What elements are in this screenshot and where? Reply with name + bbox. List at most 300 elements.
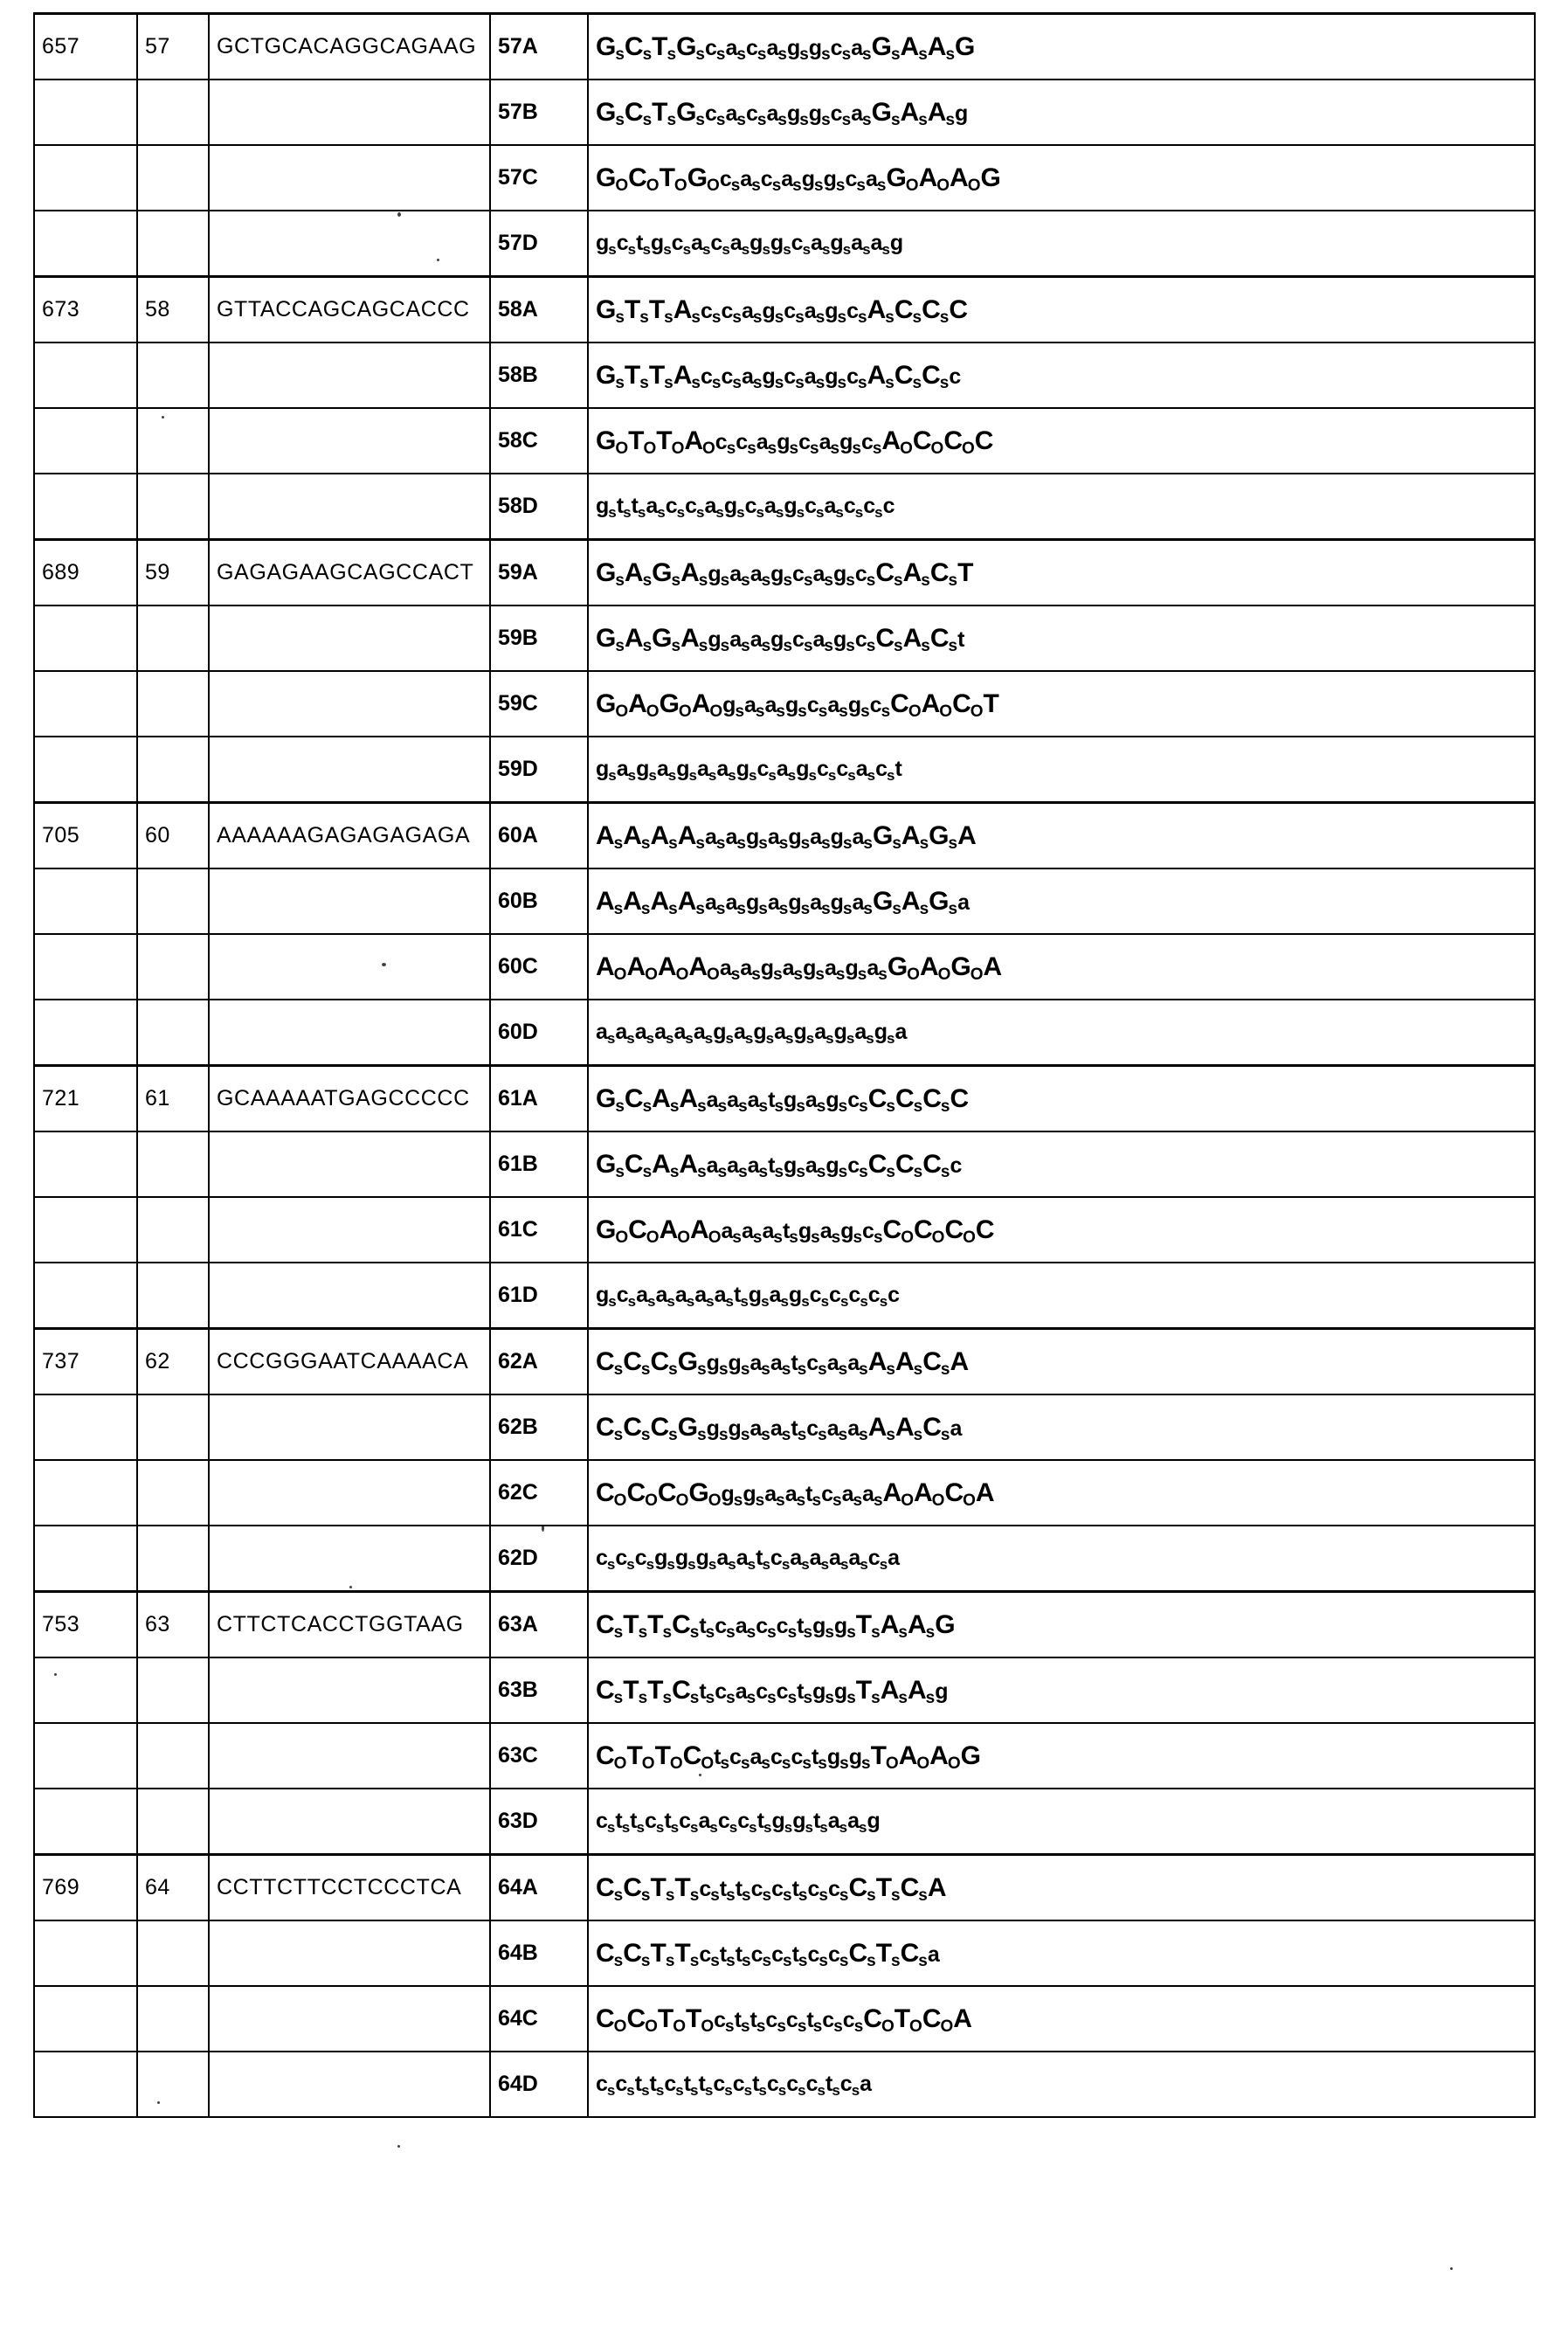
nucleotide-base: a [824,955,837,980]
nucleotide-unit [715,1613,736,1643]
nucleotide-unit [867,955,888,985]
chemistry-notation-cell [588,145,1535,211]
chemistry-sequence [596,1149,963,1182]
nucleotide-unit [774,1020,794,1048]
nucleotide-base: a [827,692,840,717]
nucleotide-unit [721,298,742,328]
nucleotide-unit [851,35,872,65]
nucleotide-unit [782,1218,798,1248]
linkage-subscript: O [641,1754,655,1774]
nucleotide-base: g [636,757,650,781]
chemistry-sequence [596,494,895,522]
nucleotide-unit [691,689,723,722]
nucleotide-base: a [654,1020,667,1044]
table-row [34,2052,1535,2117]
nucleotide-base: g [786,35,801,60]
compound-id-cell: 57A [490,14,588,80]
nucleotide-unit [784,1087,805,1117]
nucleotide-base: a [805,1152,818,1178]
linkage-subscript: s [879,1556,888,1574]
linkage-subscript: s [615,1097,625,1117]
nucleotide-unit [791,1350,807,1380]
linkage-subscript: s [729,1819,738,1837]
nucleotide-base: a [805,1087,818,1112]
linkage-subscript: s [615,308,625,328]
linkage-subscript: s [817,2082,825,2100]
chemistry-notation-cell [588,1723,1535,1789]
nucleotide-base: g [786,100,801,126]
linkage-subscript: s [874,504,883,522]
nucleotide-base: A [901,820,921,850]
nucleotide-unit [628,689,660,722]
nucleotide-unit [725,100,746,130]
nucleotide-base: t [782,1218,791,1243]
linkage-subscript: s [860,1556,868,1574]
nucleotide-unit [626,2003,658,2037]
nucleotide-base: g [812,1613,826,1638]
linkage-subscript: s [821,45,831,65]
nucleotide-base: T [875,1938,893,1968]
linkage-subscript: s [925,1623,936,1643]
nucleotide-base: A [950,163,969,192]
linkage-subscript: O [707,176,720,196]
nucleotide-unit [727,1152,748,1182]
nucleotide-base: A [882,1477,902,1507]
nucleotide-base: g [736,757,750,781]
linkage-subscript: s [666,1030,674,1048]
linkage-subscript: s [756,504,764,522]
linkage-subscript: s [720,637,730,656]
nucleotide-base: a [747,1152,760,1178]
nucleotide-unit [811,231,831,259]
linkage-subscript: s [785,1030,794,1048]
linkage-subscript: s [816,504,825,522]
nucleotide-unit [596,2072,616,2100]
nucleotide-base: C [624,1083,644,1113]
linkage-subscript: s [655,1819,665,1837]
seq-id-cell [34,1460,137,1526]
linkage-subscript: s [816,1097,826,1117]
nucleotide-base: a [814,1020,827,1044]
table-row [34,605,1535,671]
nucleotide-unit [784,363,805,393]
isis-no-cell [137,1394,209,1460]
nucleotide-unit [867,1149,895,1182]
nucleotide-unit [807,1941,828,1971]
nucleotide-unit [786,35,809,65]
nucleotide-base: c [862,1218,874,1243]
nucleotide-base: C [624,1149,644,1179]
nucleotide-base: c [785,2007,798,2032]
nucleotide-unit [871,97,901,130]
nucleotide-unit [883,495,895,517]
nucleotide-base: g [825,298,839,323]
nucleotide-base: c [875,757,888,781]
nucleotide-base: c [737,1809,750,1833]
linkage-subscript: s [736,900,746,919]
nucleotide-base: a [694,1283,708,1307]
nucleotide-base: g [840,1218,854,1243]
nucleotide-base: c [756,1678,769,1704]
chemistry-sequence [596,1872,947,1906]
linkage-subscript: s [648,767,657,785]
linkage-subscript: s [667,1556,675,1574]
linkage-subscript: s [752,308,763,328]
nucleotide-base: a [841,1481,854,1506]
chemistry-sequence [596,31,976,65]
nucleotide-unit [851,100,872,130]
nucleotide-unit [865,166,887,196]
nucleotide-base: G [652,557,673,587]
nucleotide-unit [788,1283,810,1311]
nucleotide-base: A [867,294,887,324]
nucleotide-unit [776,1678,798,1708]
nucleotide-unit [895,1021,908,1043]
nucleotide-base: T [648,294,666,324]
seq-id-cell [34,1263,137,1329]
nucleotide-base: g [833,1020,847,1044]
linkage-subscript: s [665,1886,675,1906]
nucleotide-base: C [596,1412,615,1442]
nucleotide-base: T [870,1740,887,1770]
nucleotide-base: C [596,1872,615,1902]
nucleotide-base: g [760,955,775,980]
table-row [34,868,1535,934]
nucleotide-base: g [848,1744,863,1769]
linkage-subscript: s [623,504,632,522]
nucleotide-base: c [784,363,797,389]
isis-no-cell [137,1723,209,1789]
linkage-subscript: s [689,1689,700,1708]
linkage-subscript: O [709,702,723,722]
nucleotide-base: g [889,231,904,255]
compound-id-cell: 60C [490,934,588,1000]
chemistry-sequence [596,557,974,591]
isis-no-cell: 57 [137,14,209,80]
linkage-subscript: s [686,1293,695,1311]
nucleotide-unit [874,1020,895,1048]
nucleotide-unit [728,1350,750,1380]
nucleotide-unit [749,1744,770,1774]
nucleotide-base: t [797,1613,805,1638]
linkage-subscript: s [756,2017,766,2037]
linkage-subscript: s [939,308,950,328]
nucleotide-base: A [983,951,1003,981]
nucleotide-unit [854,1020,874,1048]
nucleotide-base: A [867,1346,888,1376]
nucleotide-base: T [875,1872,893,1902]
nucleotide-unit [615,2072,635,2100]
seq-id-cell: 689 [34,540,137,606]
nucleotide-base: a [673,1020,687,1044]
seq-id-cell [34,1394,137,1460]
nucleotide-unit [721,363,742,393]
nucleotide-base: G [596,557,617,587]
parent-sequence-cell [209,1263,490,1329]
nucleotide-base: t [630,1809,638,1833]
nucleotide-base: a [790,1546,803,1570]
nucleotide-base: g [798,1218,812,1243]
nucleotide-base: c [615,2072,628,2096]
nucleotide-unit [680,623,708,656]
nucleotide-unit [848,1872,876,1906]
linkage-subscript: s [774,308,784,328]
nucleotide-base: c [888,1283,901,1307]
linkage-subscript: s [688,767,697,785]
linkage-subscript: s [802,241,812,259]
linkage-subscript: s [756,111,767,130]
table-row [34,1657,1535,1723]
seq-id-cell [34,605,137,671]
nucleotide-unit [734,1020,754,1048]
linkage-subscript: s [667,111,677,130]
nucleotide-unit [833,1678,856,1708]
nucleotide-base: t [649,2072,657,2096]
nucleotide-base: A [950,1346,970,1376]
nucleotide-unit [848,1938,876,1971]
nucleotide-unit [596,623,625,656]
nucleotide-unit [745,889,768,919]
linkage-subscript: s [867,1886,876,1906]
compound-id-cell: 63D [490,1789,588,1855]
nucleotide-base: a [725,889,738,915]
nucleotide-unit [955,31,976,61]
nucleotide-base: c [715,429,728,454]
nucleotide-unit [950,1346,970,1376]
nucleotide-unit [624,623,653,656]
linkage-subscript: s [615,374,625,393]
nucleotide-unit [829,1283,849,1311]
table-row [34,1197,1535,1263]
linkage-subscript: s [768,767,777,785]
nucleotide-unit [657,951,689,985]
linkage-subscript: s [894,571,903,591]
chemistry-sequence [596,1412,963,1445]
nucleotide-unit [756,1613,777,1643]
seq-id-cell [34,1920,137,1986]
linkage-subscript: s [695,834,705,854]
nucleotide-unit [698,2072,714,2100]
linkage-subscript: s [839,1886,849,1906]
linkage-subscript: O [931,1491,945,1511]
linkage-subscript: s [859,1819,867,1837]
linkage-subscript: s [741,241,750,259]
nucleotide-unit [827,692,848,722]
nucleotide-unit [624,31,653,65]
nucleotide-base: c [770,1744,783,1769]
nucleotide-unit [760,955,783,985]
nucleotide-unit [784,298,805,328]
nucleotide-base: T [650,1872,667,1902]
nucleotide-base: a [767,889,780,915]
linkage-subscript: O [669,1754,683,1774]
nucleotide-unit [596,31,625,65]
scan-speck [54,1673,57,1676]
nucleotide-base: c [699,1941,712,1967]
parent-sequence-cell [209,2052,490,2117]
linkage-subscript: s [642,1097,653,1117]
nucleotide-base: a [770,1350,783,1375]
isis-no-cell [137,145,209,211]
linkage-subscript: O [936,176,950,196]
compound-id-cell: 61D [490,1263,588,1329]
linkage-subscript: s [795,308,805,328]
nucleotide-base: t [812,1809,821,1833]
linkage-subscript: s [842,834,853,854]
nucleotide-base: C [623,1938,642,1968]
linkage-subscript: s [881,702,891,722]
nucleotide-unit [762,1218,783,1248]
nucleotide-base: C [624,97,644,127]
nucleotide-unit [823,166,846,196]
nucleotide-unit [890,232,903,254]
nucleotide-base: a [674,1283,687,1307]
nucleotide-unit [596,231,617,259]
nucleotide-base: a [804,363,817,389]
nucleotide-unit [810,824,831,854]
nucleotide-unit [784,494,805,522]
nucleotide-unit [623,1938,651,1971]
nucleotide-unit [839,429,861,459]
nucleotide-unit [768,1087,784,1117]
nucleotide-unit [596,1740,627,1774]
nucleotide-base: a [781,166,794,191]
linkage-subscript: s [919,834,929,854]
linkage-subscript: O [707,965,720,985]
nucleotide-base: A [596,820,615,850]
nucleotide-unit [694,1283,715,1311]
nucleotide-base: c [949,363,962,389]
nucleotide-base: g [771,1809,785,1833]
nucleotide-unit [825,363,847,393]
nucleotide-unit [875,1938,901,1971]
nucleotide-base: a [867,955,880,980]
nucleotide-unit [771,1876,792,1906]
nucleotide-unit [808,100,831,130]
linkage-subscript: O [615,702,629,722]
linkage-subscript: s [819,1952,828,1971]
nucleotide-unit [596,1477,627,1511]
nucleotide-base: C [596,1740,615,1770]
nucleotide-base: A [680,557,700,587]
nucleotide-unit [767,889,789,919]
linkage-subscript: s [827,767,837,785]
nucleotide-base: a [741,363,754,389]
nucleotide-base: C [848,1938,868,1968]
nucleotide-unit [690,1214,722,1248]
nucleotide-unit [950,1152,963,1178]
linkage-subscript: s [890,111,901,130]
linkage-subscript: s [730,965,741,985]
linkage-subscript: s [740,1360,750,1380]
nucleotide-unit [764,692,785,722]
nucleotide-unit [867,1083,895,1117]
nucleotide-unit [811,1744,827,1774]
chemistry-notation-cell [588,540,1535,606]
nucleotide-unit [705,35,726,65]
nucleotide-base: c [700,363,713,389]
nucleotide-unit [636,231,651,259]
parent-sequence-cell: CCTTCTTCCTCCCTCA [209,1855,490,1921]
linkage-subscript: O [708,1491,722,1511]
nucleotide-base: a [716,757,729,781]
nucleotide-base: T [957,557,974,587]
nucleotide-base: a [852,889,865,915]
linkage-subscript: O [931,1228,945,1248]
nucleotide-base: a [767,824,780,849]
nucleotide-unit [922,2003,954,2037]
nucleotide-base: c [750,1876,763,1901]
linkage-subscript: s [640,1426,651,1445]
nucleotide-unit [648,360,673,393]
nucleotide-base: C [882,1214,902,1244]
linkage-subscript: O [881,2017,895,2037]
nucleotide-base: g [825,1087,839,1112]
linkage-subscript: O [645,2017,658,2037]
nucleotide-base: C [912,426,932,455]
nucleotide-unit [705,100,726,130]
nucleotide-unit [827,1809,848,1837]
nucleotide-unit [847,1087,868,1117]
nucleotide-unit [624,1149,653,1182]
table-row [34,80,1535,145]
nucleotide-unit [749,561,771,591]
linkage-subscript: s [852,439,861,459]
nucleotide-base: A [880,1609,900,1639]
linkage-subscript: s [746,1623,756,1643]
nucleotide-unit [922,1412,950,1445]
compound-id-cell: 61B [490,1131,588,1197]
linkage-subscript: s [814,176,824,196]
compound-id-cell: 64A [490,1855,588,1921]
nucleotide-unit [756,1678,777,1708]
nucleotide-base: a [870,231,883,255]
nucleotide-unit [929,820,958,854]
nucleotide-unit [766,35,787,65]
nucleotide-unit [725,824,746,854]
nucleotide-base: a [735,1678,748,1704]
nucleotide-base: a [957,889,970,915]
linkage-subscript: s [613,834,624,854]
nucleotide-base: g [674,1546,689,1570]
nucleotide-base: t [791,1876,799,1901]
linkage-subscript: s [800,834,811,854]
nucleotide-base: c [822,2007,835,2032]
isis-no-cell [137,1263,209,1329]
linkage-subscript: s [690,1819,699,1837]
nucleotide-base: A [624,623,644,653]
linkage-subscript: s [675,2082,684,2100]
nucleotide-unit [657,1477,689,1511]
nucleotide-unit [830,100,852,130]
linkage-subscript: s [886,1163,895,1182]
linkage-subscript: s [821,900,831,919]
linkage-subscript: O [900,439,913,459]
linkage-subscript: s [758,900,768,919]
linkage-subscript: s [866,1030,874,1048]
nucleotide-base: c [616,1283,629,1307]
chemistry-sequence [596,360,962,393]
linkage-subscript: s [838,1426,848,1445]
nucleotide-unit [735,1876,751,1906]
nucleotide-unit [705,824,726,854]
linkage-subscript: s [640,1360,651,1380]
seq-id-cell [34,2052,137,2117]
nucleotide-base: a [824,494,837,518]
nucleotide-base: g [803,955,817,980]
linkage-subscript: s [665,1952,675,1971]
nucleotide-unit [863,2003,895,2037]
